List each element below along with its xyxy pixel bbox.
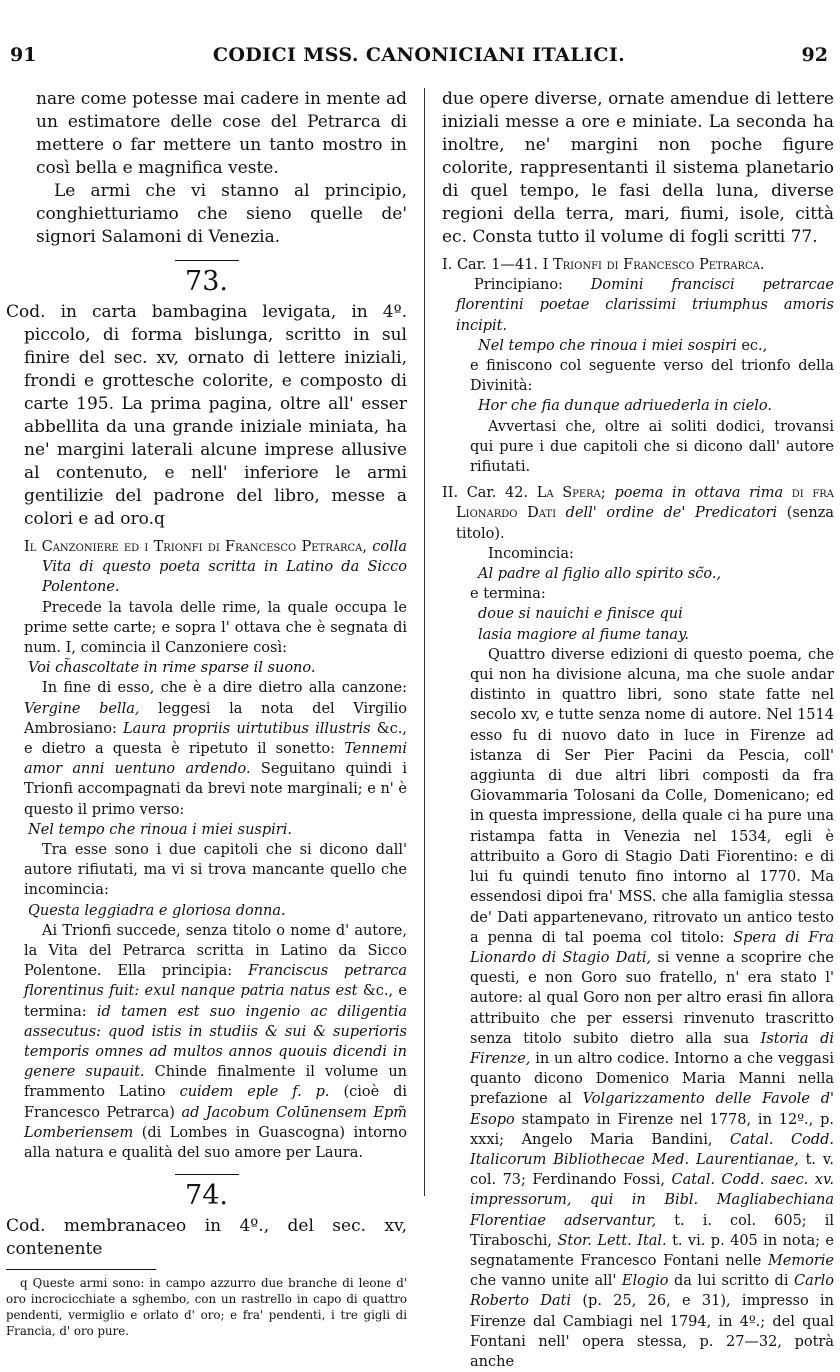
italic-run: Spera di Fra Lionardo di Stagio Dati, [470,929,834,966]
entry-number-74: 74. [185,1180,228,1212]
section-ref: II. Car. 42. [442,485,529,502]
section-author: di fra Lionardo Dati [456,485,834,522]
text-run: in un altro codice. Intorno a che veggasi quanto dicono Domenico Maria Manni nella prefazione al [470,1050,834,1108]
italic-run: Franciscus petrarca florentinus fuit: exul nanque patria natus est [24,963,407,1000]
separator-rule [175,1174,239,1175]
paragraph: nare come potesse mai cadere in mente ad un estimatore delle cose del Petrarca di mettere o far mettere un tanto mostro in così bella e magnifica veste. [36,89,407,178]
text-run: da lui scritto di [674,1273,789,1290]
italic-run: Vergine bella, [24,700,140,717]
text-run: ec., [741,337,768,354]
text-run: Quattro diverse edizioni di questo poema, che qui non ha divisione alcuna, ma che suole andar distinto in quattro libri, sono state fatte nel secolo xv, e tutte senza nome di autore. Nel 1514 esso fu di nuovo dato in luce in Firenze ad istanza di Ser Pier Pacini da Pescia, coll' aggiunta di due altri libri composti da fra Giovammaria Tolosani da Colle, Domenicano; ed in questa impressione, della quale ci ha pure una ristampa fatta in Venezia nel 1534, egli è attribuito a Goro di Stagio Dati Fiorentino: e di lui fu quindi tenuto fino intorno al 1770. Ma essendosi dipoi fra' MSS. che alla famiglia stessa de' Dati appartenevano, ritrovato un antico testo a penna di tal poema col titolo: [470,646,834,946]
italic-run: Tennemi amor anni uentuno ardendo. [24,741,407,778]
section-title: La Spera; [536,485,606,502]
text-run: (cioè di Francesco Petrarca) [24,1084,407,1121]
text-run: Seguitano quindi i Trionfi accompagnati da brevi note marginali; e n' è questo il primo verso: [24,761,407,818]
paragraph: due opere diverse, ornate amendue di lettere iniziali messe a ore e miniate. La seconda ha inoltre, ne' margini non poche figure colorite, rappresentanti il sistema planetario di quel tempo, le fasi della luna, diverse regioni della terra, mari, fiumi, isole, città ec. Consta tutto il volume di fogli scritti 77. [442,89,834,247]
italic-run: Stor. Lett. Ital. [557,1232,667,1249]
italic-run: dell' ordine de' Predicatori [565,505,778,522]
paragraph: Tra esse sono i due capitoli che si dicono dall' autore rifiutati, ma vi si trova mancante quello che incomincia: [24,842,407,899]
quotation: Hor che fia dunque adriuederla in cielo. [478,398,773,415]
page-number-left: 91 [10,44,37,66]
running-title: CODICI MSS. CANONICIANI ITALICI. [212,44,626,66]
italic-run: Nel tempo che rinoua i miei sospiri [478,337,737,354]
entry-number-73: 73. [185,266,228,297]
text-run: &c., e termina: [24,983,407,1020]
paragraph: e finiscono col seguente verso del trionfo della Divinità: [470,358,834,395]
italic-run: Volgarizzamento delle Favole d' Esopo [470,1091,834,1128]
italic-run: Domini francisci petrarcae florentini poetae clarissimi triumphus amoris incipit. [456,277,834,334]
right-column [442,88,834,1372]
italic-run: Istoria di Firenze, [470,1030,834,1067]
text-run: &c., e dietro a questa è ripetuto il sonetto: [24,720,407,758]
text-run: (p. 25, 26, e 31), impresso in Firenze dal Cambiagi nel 1794, in 4º.; del qual Fontani nell' opera stessa, p. 27—32, potrà anche [470,1293,834,1370]
text-run: Ai Trionfi succede, senza titolo o nome d' autore, la Vita del Petrarca scritta in Latino da Sicco Polentone. Ella principia: [24,922,407,980]
quotation: Voi ch̃ascoltate in rime sparse il suono. [28,660,316,677]
italic-run: Catal. Codd. Italicorum Bibliothecae Med. Laurentianae, [470,1131,834,1168]
italic-run: Carlo Roberto Dati [470,1273,834,1310]
section-heading [442,483,834,544]
italic-run: Catal. Codd. saec. xv. impressorum, qui in Bibl. Magliabechiana Florentiae adservantur, [470,1172,834,1229]
italic-run: id tamen est suo ingenio ac diligentia assecutus: quod istis in studiis & sui & superioris temporis omnes ad multos annos quouis dicendi in genere supauit. [24,1003,407,1081]
italic-run: Laura propriis uirtutibus illustris [122,720,371,737]
section-ref: I. Car. 1—41. [442,257,539,273]
footnote-rule [6,1269,156,1270]
italic-run: ad Jacobum Colūnensem Epm̃ Lomberiensem [24,1104,407,1141]
text-run: Principiano: [474,277,563,294]
text-run: t. v. col. 73; Ferdinando Fossi, [470,1151,834,1189]
section-heading [442,255,834,275]
italic-run: poema in ottava rima [614,485,784,502]
separator-rule [175,260,239,261]
text-run: t. vi. p. 405 in nota; e segnatamente Francesco Fontani nelle [470,1232,834,1269]
text-run: t. i. col. 605; il Tiraboschi, [470,1212,834,1249]
quotation: Questa leggiadra e gloriosa donna. [28,902,286,919]
text-run: si venne a scoprire che questi, e non Goro suo fratello, n' era stato l' autore: al qual Goro non per altro erasi fin allora attribuito che per essersi rinvenuto trascritto senza titolo subito dietro alla sua [470,949,834,1047]
label: Incomincia: [488,545,574,562]
paragraph [442,645,834,1372]
label: e termina: [470,586,546,603]
italic-run: Memorie [767,1252,834,1269]
paragraph [442,275,834,336]
codex-description: Cod. in carta bambagina levigata, in 4º. piccolo, di forma bislunga, scritto in sul finire del sec. xv, ornato di lettere iniziali, frondi e grottesche colorite, e composto di carte 195. La prima pagina, oltre all' esser abbellita da una grande iniziale miniata, ha ne' margini laterali alcune imprese allusive al contenuto, e nell' inferiore le armi gentilizie del padrone del libro, messe a colori e ad oro.q [6,302,407,529]
work-title-main: Il Canzoniere ed i Trionfi di Francesco Petrarca, [24,539,367,555]
italic-run: Elogio [621,1273,669,1290]
text-run: (senza titolo). [456,505,834,542]
work-title [6,537,407,598]
quotation: Nel tempo che rinoua i miei suspiri. [28,821,292,838]
quotation: doue si nauichi e finisce qui [478,606,683,623]
page-number-right: 92 [801,44,828,66]
page-header [10,44,828,74]
quotation: lasia magiore al fiume tanay. [478,626,689,643]
paragraph: Precede la tavola delle rime, la quale occupa le prime sette carte; e sopra l' ottava che è segnata di num. I, comincia il Canzoniere così: [24,599,407,657]
quotation [442,336,834,356]
text-run: che vanno unite all' [470,1273,617,1290]
footnote: q Queste armi sono: in campo azzurro due branche di leone d' oro incrocicchiate a sghembo, con un rastrello in capo di quattro pendenti, vermiglio e orlato d' oro; e fra' pendenti, i tre gigli di Francia, d' oro pure. [6,1276,407,1339]
paragraph: Le armi che vi stanno al principio, conghietturiamo che sieno quelle de' signori Salamoni di Venezia. [36,181,407,247]
section-title: I Trionfi di Francesco Petrarca. [542,257,765,273]
text-run: (di Lombes in Guascogna) intorno alla natura e qualità del suo amore per Laura. [24,1124,407,1162]
work-title-sub: colla Vita di questo poeta scritta in Latino da Sicco Polentone. [42,539,407,596]
italic-run: cuidem eple f. p. [179,1084,330,1101]
paragraph [6,678,407,819]
column-divider [424,88,425,1196]
paragraph: Avvertasi che, oltre ai soliti dodici, trovansi qui pure i due capitoli che si dicono dall' autore rifiutati. [470,418,834,476]
quotation: Al padre al figlio allo spirito sc̃o., [478,566,722,583]
text-run: leggesi la nota del Virgilio Ambrosiano: [24,700,407,737]
left-column [6,88,407,1339]
text-run: Chinde finalmente il volume un frammento Latino [24,1064,407,1101]
text-run: stampato in Firenze nel 1778, in 12º., p. xxxi; Angelo Maria Bandini, [470,1111,834,1148]
paragraph [6,921,407,1163]
text-run: In fine di esso, che è a dire dietro alla canzone: [42,680,407,697]
codex-description: Cod. membranaceo in 4º., del sec. xv, contenente [6,1216,407,1260]
